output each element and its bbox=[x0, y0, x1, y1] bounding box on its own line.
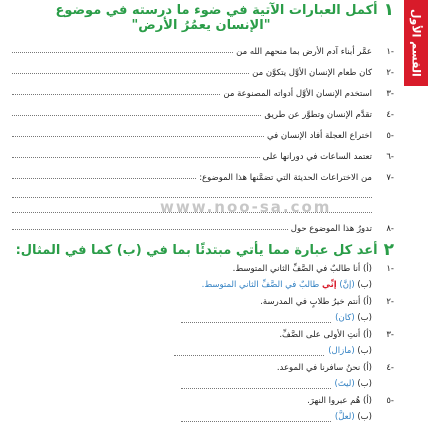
exercise-item bbox=[8, 392, 394, 425]
question-1-instruction: أكمل العبارات الآتية في ضوء ما درسته في موضوع bbox=[55, 2, 378, 18]
exercise-sentence: (أ) أنا طالبٌ في الصَّفِّ الثاني المتوسط. bbox=[232, 263, 372, 274]
question-2-number: ٢ bbox=[383, 240, 394, 260]
exercise-b-label: (ب) bbox=[357, 379, 372, 389]
answer-blank[interactable] bbox=[12, 136, 264, 137]
exercise-b-word: (ليتَ) bbox=[334, 379, 355, 389]
exercise-b-word: (لعلَّ) bbox=[334, 412, 355, 422]
item-stem: تدورُ هذا الموضوع حول bbox=[290, 224, 372, 234]
item-number: -٥ bbox=[386, 395, 394, 406]
item-number: -٣ bbox=[386, 89, 394, 99]
section-side-tab: القسم الأول bbox=[404, 0, 428, 86]
lesson-topic: "الإنسان يعمُرُ الأرض" bbox=[131, 18, 271, 33]
answer-blank[interactable] bbox=[181, 380, 331, 389]
exercise-sentence: (أ) هُم عبروا النهرَ. bbox=[307, 395, 372, 406]
answer-blank[interactable] bbox=[12, 157, 260, 158]
completion-item bbox=[8, 57, 394, 78]
answer-blank[interactable] bbox=[12, 115, 261, 116]
answer-blank[interactable] bbox=[181, 314, 331, 323]
exercise-b-label: (ب) bbox=[357, 280, 372, 290]
exercise-sentence: (أ) نحنُ سافرنا في الموعد. bbox=[276, 362, 372, 373]
answer-blank[interactable] bbox=[12, 178, 196, 179]
exercise-item bbox=[8, 359, 394, 392]
answer-blank[interactable] bbox=[12, 73, 249, 74]
exercise-item bbox=[8, 260, 394, 293]
question-1-number: ١ bbox=[383, 0, 394, 20]
exercise-b-label: (ب) bbox=[357, 346, 372, 356]
answer-blank[interactable] bbox=[12, 94, 220, 95]
completion-item bbox=[8, 162, 394, 183]
item-stem: من الاختراعات الحديثة التي تضمَّنها هذا الموضوع: bbox=[199, 173, 372, 183]
item-stem: تقدَّم الإنسان وتطوَّر عن طريق bbox=[264, 110, 372, 120]
item-number: -٨ bbox=[386, 224, 394, 234]
exercise-b-word: (إنَّ) bbox=[339, 280, 355, 290]
completion-item bbox=[8, 78, 394, 99]
exercise-item bbox=[8, 326, 394, 359]
example-answer-rest: طالبٌ في الصَّفِّ الثاني المتوسط. bbox=[201, 280, 320, 290]
rewrite-exercises bbox=[8, 260, 394, 425]
question-2-instruction: أعد كل عبارة مما يأتي مبتدئًا بما في (ب) كما في المثال: bbox=[15, 242, 378, 258]
completion-item bbox=[8, 213, 394, 234]
item-number: -١ bbox=[386, 47, 394, 57]
item-stem: اختراع العجلة أفاد الإنسان في bbox=[267, 131, 372, 141]
item-stem: استخدم الإنسان الأوَّل أدواته المصنوعة من bbox=[223, 89, 372, 99]
item-number: -٤ bbox=[386, 362, 394, 373]
answer-blank[interactable] bbox=[12, 229, 288, 230]
item-number: -٧ bbox=[386, 173, 394, 183]
exercise-b-word: (كان) bbox=[335, 313, 355, 323]
item-number: -٤ bbox=[386, 110, 394, 120]
answer-blank-line[interactable] bbox=[12, 198, 372, 213]
completion-item bbox=[8, 141, 394, 162]
completion-list bbox=[8, 36, 394, 234]
completion-item bbox=[8, 36, 394, 57]
item-number: -٢ bbox=[386, 296, 394, 307]
item-number: -٥ bbox=[386, 131, 394, 141]
exercise-b-label: (ب) bbox=[357, 313, 372, 323]
item-stem: كان طعام الإنسان الأوَّل يتكوَّن من bbox=[252, 68, 372, 78]
exercise-sentence: (أ) أنتم خيرُ طلابٍ في المدرسة. bbox=[260, 296, 372, 307]
example-answer-highlight: إنِّي bbox=[321, 280, 337, 290]
completion-item bbox=[8, 99, 394, 120]
answer-blank[interactable] bbox=[174, 347, 324, 356]
item-number: -١ bbox=[386, 263, 394, 274]
exercise-item bbox=[8, 293, 394, 326]
item-number: -٦ bbox=[386, 152, 394, 162]
item-stem: تعتمد الساعات في دورانها على bbox=[262, 152, 372, 162]
answer-blank[interactable] bbox=[12, 52, 233, 53]
item-number: -٣ bbox=[386, 329, 394, 340]
item-number: -٢ bbox=[386, 68, 394, 78]
worksheet-content bbox=[8, 0, 394, 430]
exercise-b-label: (ب) bbox=[357, 412, 372, 422]
exercise-b-word: (مازال) bbox=[328, 346, 355, 356]
question-2-header bbox=[8, 240, 394, 260]
item-stem: عمَّر أبناء آدم الأرض بما منحهم الله من bbox=[236, 47, 372, 57]
answer-blank-line[interactable] bbox=[12, 183, 372, 198]
completion-item bbox=[8, 120, 394, 141]
exercise-sentence: (أ) أنتِ الأولى على الصَّفِّ. bbox=[279, 329, 372, 340]
question-1-header bbox=[8, 0, 394, 20]
answer-blank[interactable] bbox=[181, 413, 331, 422]
watermark: www.noo-sa.com bbox=[160, 198, 332, 216]
